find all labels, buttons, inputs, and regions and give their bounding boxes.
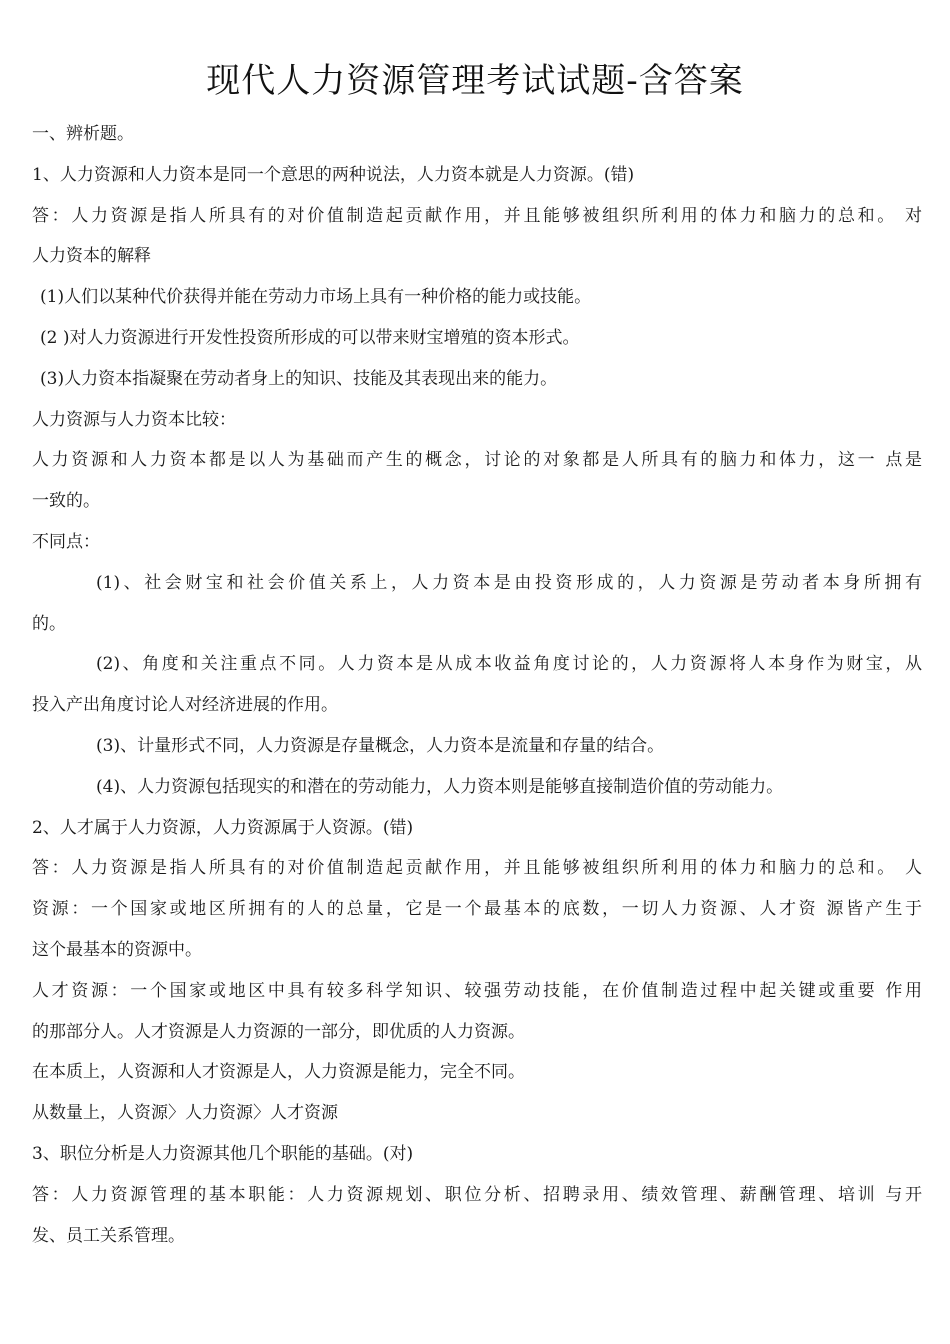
answer-1-line-2: 人力资本的解释: [32, 246, 151, 267]
quantity-statement: 从数量上，人资源〉人力资源〉人才资源: [32, 1103, 338, 1124]
difference-1-line-1: (1)、社会财宝和社会价值关系上，人力资本是由投资形成的，人力资源是劳动者本身所拥有: [96, 572, 922, 593]
question-2: 2、人才属于人力资源，人力资源属于人资源。(错): [32, 817, 414, 838]
document-body: [32, 114, 922, 1256]
difference-2-line-1: (2)、角度和关注重点不同。人力资本是从成本收益角度讨论的，人力资源将人本身作为财宝，从: [96, 654, 922, 675]
answer-1-item-2: (2 )对人力资源进行开发性投资所形成的可以带来财宝增殖的资本形式。: [40, 327, 580, 348]
answer-2-line-3: 这个最基本的资源中。: [32, 939, 202, 960]
comparison-heading: 人力资源与人力资本比较：: [32, 409, 236, 430]
difference-2-line-2: 投入产出角度讨论人对经济进展的作用。: [32, 695, 338, 716]
comparison-text-line-2: 一致的。: [32, 491, 100, 512]
essence-statement: 在本质上，人资源和人才资源是人，人力资源是能力，完全不同。: [32, 1062, 525, 1083]
section-heading: 一、辨析题。: [32, 124, 134, 144]
difference-3: (3)、计量形式不同，人力资源是存量概念，人力资本是流量和存量的结合。: [96, 735, 665, 756]
difference-4: (4)、人力资源包括现实的和潜在的劳动能力，人力资本则是能够直接制造价值的劳动能力。: [96, 776, 784, 797]
answer-2-line-1: 答：人力资源是指人所具有的对价值制造起贡献作用，并且能够被组织所利用的体力和脑力的总和。 人: [32, 858, 922, 879]
differences-heading: 不同点：: [32, 531, 100, 552]
question-1: 1、人力资源和人力资本是同一个意思的两种说法，人力资本就是人力资源。(错): [32, 164, 635, 185]
talent-definition-line-2: 的那部分人。人才资源是人力资源的一部分，即优质的人力资源。: [32, 1021, 525, 1042]
answer-1-line-1: 答：人力资源是指人所具有的对价值制造起贡献作用，并且能够被组织所利用的体力和脑力的总和。 对: [32, 205, 922, 226]
document-title: 现代人力资源管理考试试题-含答案: [206, 61, 744, 101]
answer-1-item-3: (3)人力资本指凝聚在劳动者身上的知识、技能及其表现出来的能力。: [40, 368, 558, 389]
answer-1-item-1: (1)人们以某种代价获得并能在劳动力市场上具有一种价格的能力或技能。: [40, 287, 592, 308]
answer-3-line-2: 发、员工关系管理。: [32, 1225, 185, 1246]
answer-2-line-2: 资源：一个国家或地区所拥有的人的总量，它是一个最基本的底数，一切人力资源、人才资 源皆产生于: [32, 899, 922, 920]
question-3: 3、职位分析是人力资源其他几个职能的基础。(对): [32, 1143, 414, 1164]
difference-1-line-2: 的。: [32, 613, 66, 634]
talent-definition-line-1: 人才资源：一个国家或地区中具有较多科学知识、较强劳动技能，在价值制造过程中起关键或重要 作用: [32, 980, 922, 1001]
answer-3-line-1: 答：人力资源管理的基本职能：人力资源规划、职位分析、招聘录用、绩效管理、薪酬管理、培训 与开: [32, 1184, 922, 1205]
comparison-text-line-1: 人力资源和人力资本都是以人为基础而产生的概念，讨论的对象都是人所具有的脑力和体力，这一 点是: [32, 450, 922, 471]
